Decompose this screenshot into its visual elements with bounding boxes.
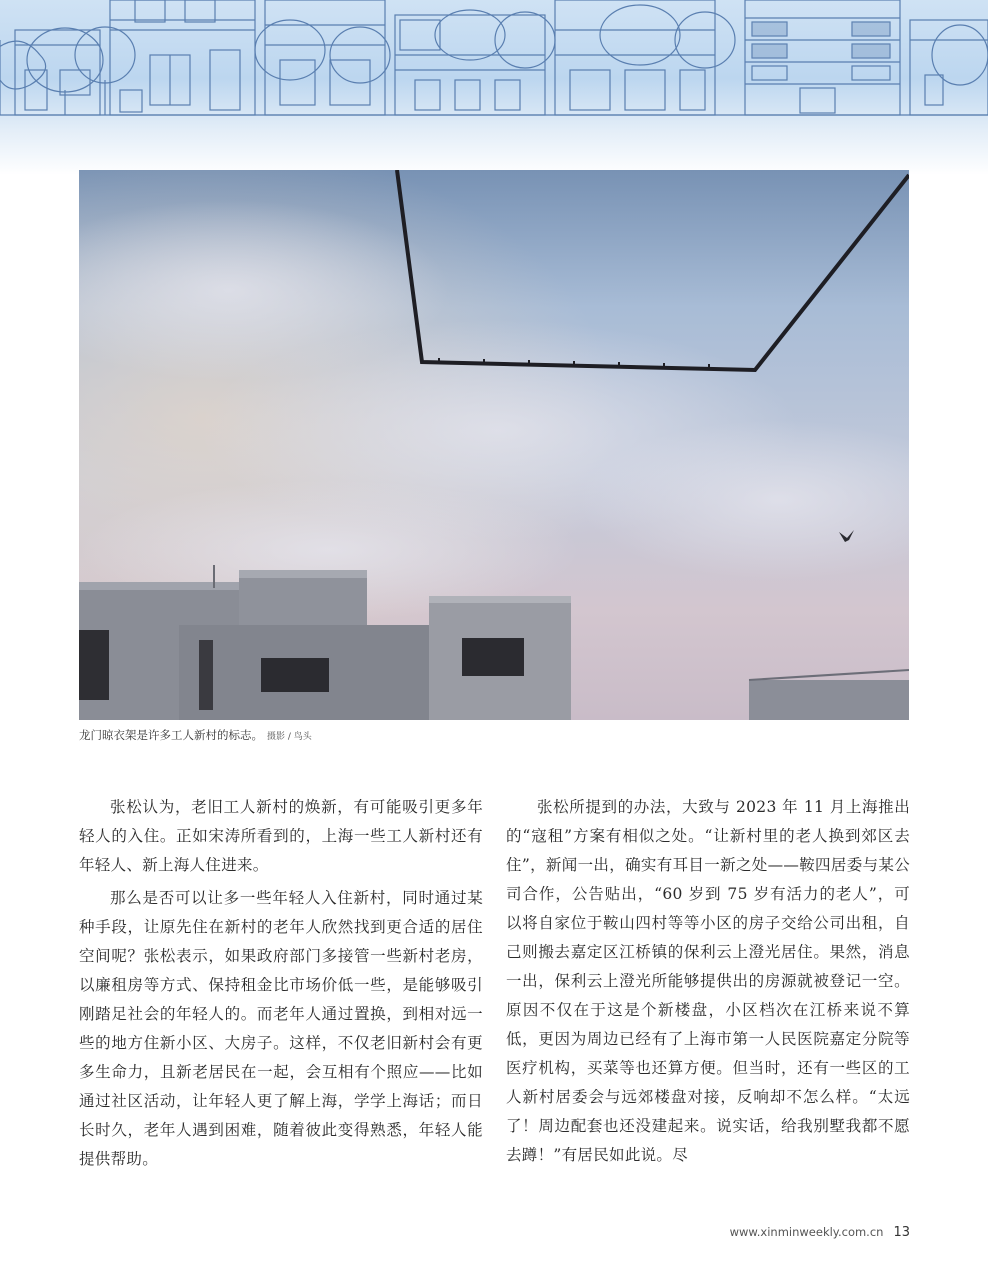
article-column-left: [79, 793, 483, 1178]
header-banner-illustration: [0, 0, 988, 175]
page-footer: [730, 1225, 910, 1240]
website-link[interactable]: www.xinminweekly.com.cn: [729, 1225, 884, 1239]
paragraph: 那么是否可以让多一些年轻人入住新村，同时通过某种手段，让原先住在新村的老年人欣然找到更合适的居住空间呢？张松表示，如果政府部门多接管一些新村老房，以廉租房等方式、保持租金比市场价低一些，是能够吸引刚踏足社会的年轻人的。而老年人通过置换，到相对远一些的地方住新小区、大房子。这样，不仅老旧新村会有更多生命力，且新老居民在一起，会互相有个照应——比如通过社区活动，让年轻人更了解上海，学学上海话；而日长时久，老年人遇到困难，随着彼此变得熟悉，年轻人能提供帮助。: [79, 889, 483, 1168]
buildings-line-art: [0, 0, 988, 175]
photo-caption: [79, 727, 312, 743]
paragraph: 张松所提到的办法，大致与 2023 年 11 月上海推出的“寇租”方案有相似之处。“让新村里的老人换到郊区去住”，新闻一出，确实有耳目一新之处——鞍四居委与某公司合作，公告贴出，“60 岁到 75 岁有活力的老人”，可以将自家位于鞍山四村等等小区的房子交给公司出租，自己则搬去嘉定区江桥镇的保利云上澄光居住。果然，消息一出，保利云上澄光所能够提供出的房源就被登记一空。原因不仅在于这是个新楼盘，小区档次在江桥来说不算低，更因为周边已经有了上海市第一人民医院嘉定分院等医疗机构，买菜等也还算方便。但当时，还有一些区的工人新村居委会与远郊楼盘对接，反响却不怎么样。“太远了！周边配套也还没建起来。说实话，给我别墅我都不愿去蹲！”有居民如此说。尽: [506, 798, 910, 1164]
photo-credit: 摄影 / 鸟头: [267, 732, 312, 742]
paragraph: 张松认为，老旧工人新村的焕新，有可能吸引更多年轻人的入住。正如宋涛所看到的，上海一些工人新村还有年轻人、新上海人住进来。: [79, 798, 483, 874]
photo-clothes-rack: [79, 170, 909, 720]
article-column-right: [506, 793, 910, 1174]
page-number: 13: [893, 1225, 910, 1240]
caption-text: 龙门晾衣架是许多工人新村的标志。: [79, 728, 263, 742]
